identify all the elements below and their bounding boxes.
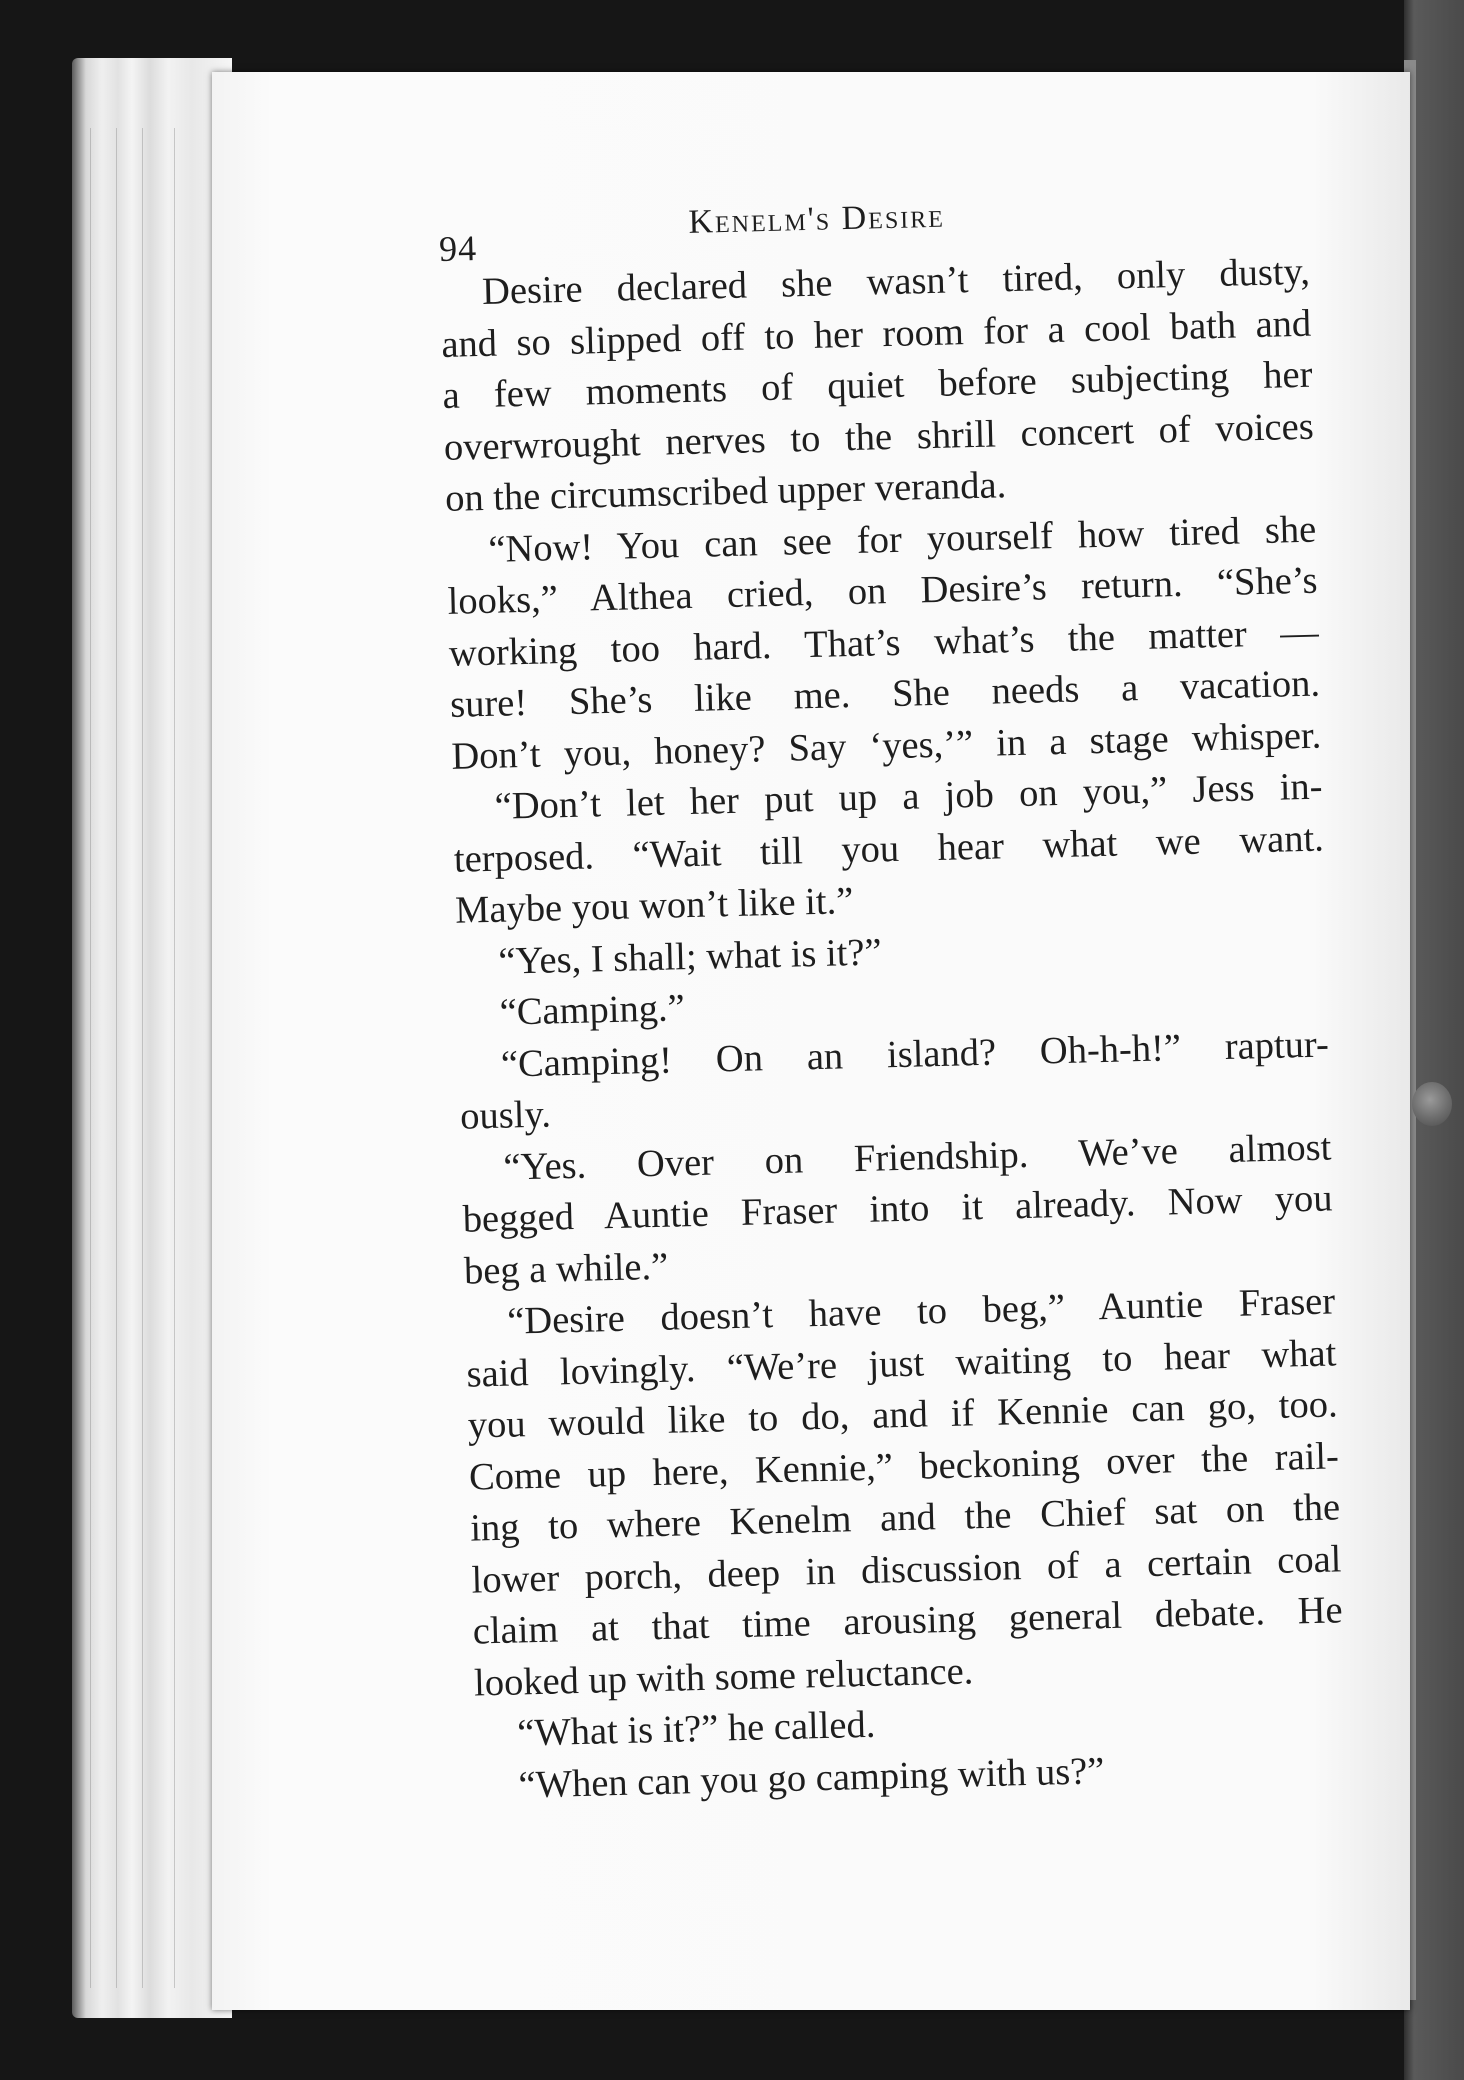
body-text: [440, 247, 1347, 1813]
text-line: on the circumscribed upper veranda.: [444, 464, 1007, 520]
text-line: “Desire doesn’t have to beg,” Auntie Fraser: [506, 1280, 1336, 1343]
page-edge-line: [116, 128, 117, 1988]
text-line: and so slipped off to her room for a cool bath and: [440, 302, 1312, 366]
page-edge-line: [142, 128, 143, 1988]
text-line: said lovingly. “We’re just waiting to hear what: [466, 1331, 1337, 1396]
text-line: you would like to do, and if Kennie can go, too.: [467, 1383, 1339, 1447]
text-line: beg a while.”: [463, 1245, 669, 1293]
text-line: “Camping! On an island? Oh-h-h!” raptur-: [500, 1022, 1330, 1086]
text-line: looked up with some reluctance.: [473, 1649, 974, 1705]
page-text: [438, 185, 1347, 1813]
text-line: terposed. “Wait till you hear what we want.: [453, 817, 1325, 881]
text-line: overwrought nerves to the shrill concert of voices: [443, 405, 1315, 469]
text-line: Maybe you won’t like it.”: [454, 880, 854, 932]
text-line: “Don’t let her put up a job on you,” Jess in-: [494, 765, 1323, 828]
text-line: “What is it?” he called.: [516, 1703, 876, 1755]
text-line: working too hard. That’s what’s the matter —: [448, 611, 1320, 675]
page-number: 94: [438, 228, 478, 269]
text-line: Don’t you, honey? Say ‘yes,’” in a stage whisper.: [450, 714, 1322, 778]
page-edges: [72, 58, 232, 2018]
text-line: begged Auntie Fraser into it already. Now you: [462, 1177, 1334, 1241]
page-edge-line: [90, 128, 91, 1988]
binding-rivet: [1412, 1082, 1452, 1126]
text-line: Desire declared she wasn’t tired, only dusty,: [481, 250, 1311, 313]
text-line: lower porch, deep in discussion of a certain coal: [471, 1537, 1342, 1602]
text-line: claim at that time arousing general debate. He: [472, 1589, 1344, 1653]
text-line: sure! She’s like me. She needs a vacation.: [449, 662, 1321, 726]
text-line: Come up here, Kennie,” beckoning over the rail-: [468, 1434, 1340, 1499]
page-title: Kenelm's Desire: [688, 197, 946, 241]
text-line: ously.: [459, 1093, 552, 1138]
text-line: looks,” Althea cried, on Desire’s return. “She’s: [447, 559, 1318, 623]
text-line: “Yes. Over on Friendship. We’ve almost: [502, 1125, 1332, 1189]
text-line: “Now! You can see for yourself how tired she: [487, 508, 1317, 571]
text-line: “Yes, I shall; what is it?”: [497, 930, 883, 983]
text-line: ing to where Kenelm and the Chief sat on the: [469, 1486, 1341, 1550]
page-edge-line: [174, 128, 175, 1988]
text-line: a few moments of quiet before subjecting her: [442, 353, 1313, 417]
text-line: “Camping.”: [499, 987, 686, 1034]
text-line: “When can you go camping with us?”: [518, 1749, 1105, 1806]
